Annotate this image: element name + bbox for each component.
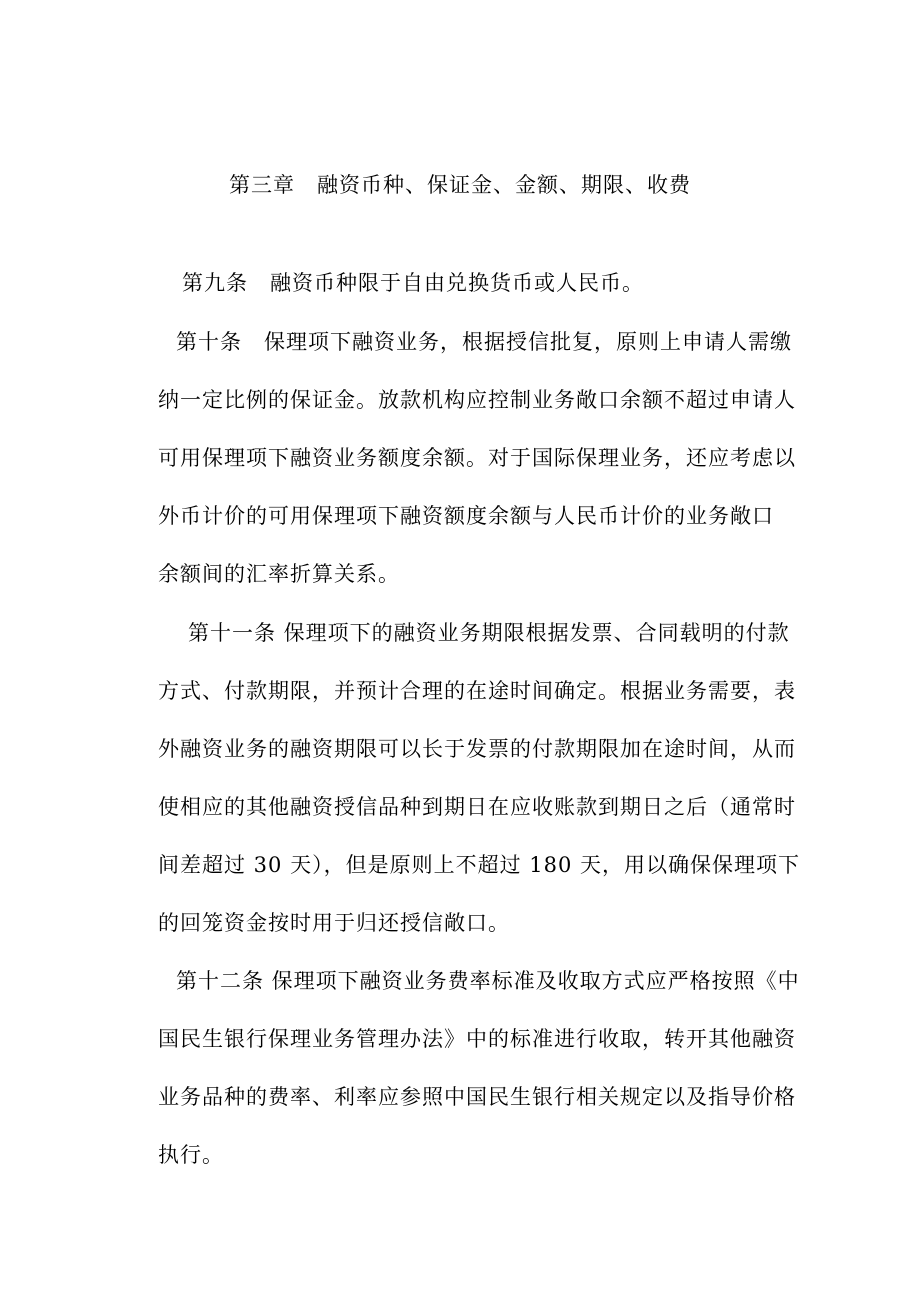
article-11-line-3: 外融资业务的融资期限可以长于发票的付款期限加在途时间，从而 [158,737,796,761]
article-12-line-3: 业务品种的费率、利率应参照中国民生银行相关规定以及指导价格 [158,1085,796,1109]
article-11-line-6: 的回笼资金按时用于归还授信敞口。 [158,911,510,935]
chapter-title: 第三章 融资币种、保证金、金额、期限、收费 [229,173,691,197]
article-10-line-4: 外币计价的可用保理项下融资额度余额与人民币计价的业务敞口 [158,504,774,528]
article-11-line-5: 间差超过 30 天），但是原则上不超过 180 天，用以确保保理项下 [158,853,801,877]
article-10-line-2: 纳一定比例的保证金。放款机构应控制业务敞口余额不超过申请人 [158,388,796,412]
article-12-line-2: 国民生银行保理业务管理办法》中的标准进行收取，转开其他融资 [158,1027,796,1051]
article-10-line-3: 可用保理项下融资业务额度余额。对于国际保理业务，还应考虑以 [158,446,796,470]
article-11-line-2: 方式、付款期限，并预计合理的在途时间确定。根据业务需要，表 [158,679,796,703]
article-11-line-4: 使相应的其他融资授信品种到期日在应收账款到期日之后（通常时 [158,795,796,819]
article-12-line-4: 执行。 [158,1143,224,1167]
article-11-line-1: 第十一条 保理项下的融资业务期限根据发票、合同载明的付款 [188,621,790,645]
article-10-line-5: 余额间的汇率折算关系。 [158,562,400,586]
article-10-line-1: 第十条 保理项下融资业务，根据授信批复，原则上申请人需缴 [176,330,792,354]
article-12-line-1: 第十二条 保理项下融资业务费率标准及收取方式应严格按照《中 [176,969,800,993]
article-9-line-1: 第九条 融资币种限于自由兑换货币或人民币。 [182,271,644,295]
